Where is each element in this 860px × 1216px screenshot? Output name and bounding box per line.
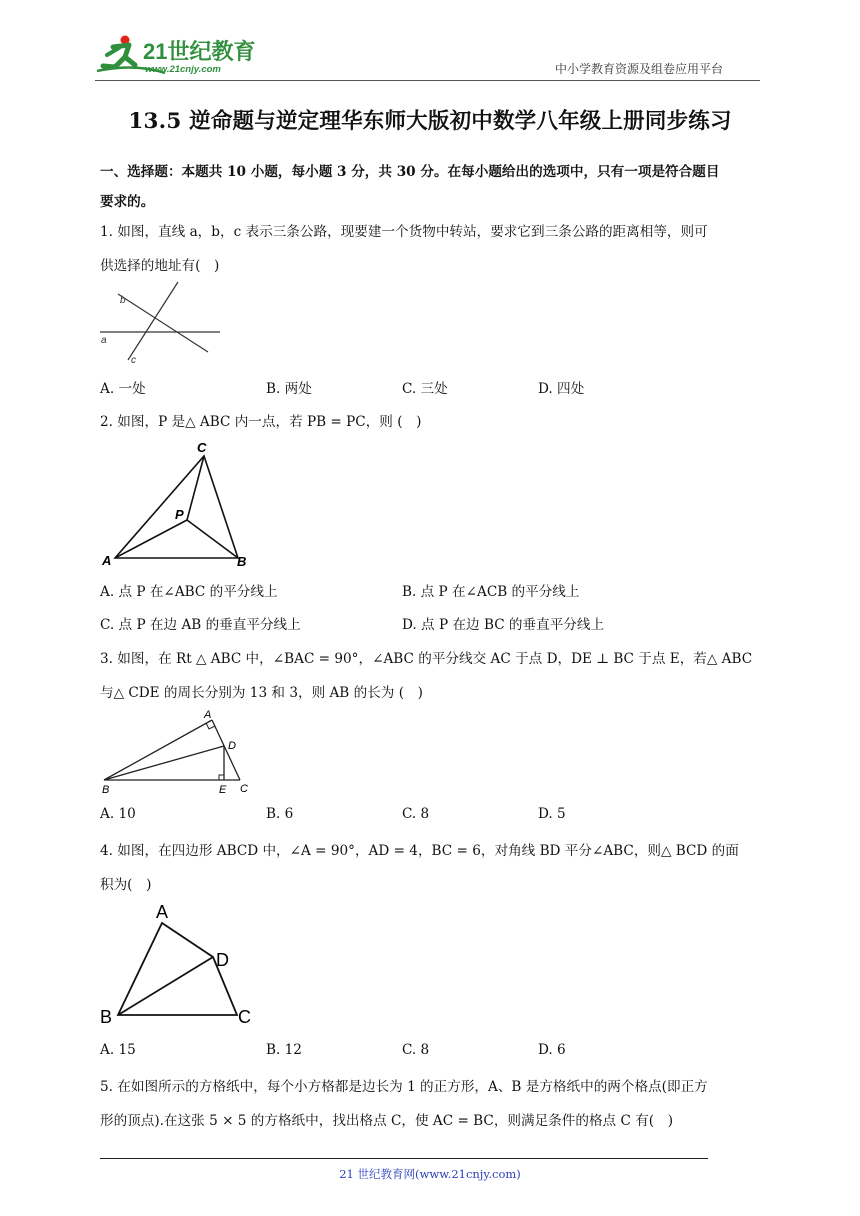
header-platform-text: 中小学教育资源及组卷应用平台 (555, 62, 724, 76)
label-B: B (102, 784, 110, 796)
q3-option-d[interactable]: D. 5 (538, 806, 566, 822)
q4-option-d[interactable]: D. 6 (538, 1042, 566, 1058)
label-C: C (197, 440, 207, 455)
q3-figure (100, 706, 260, 798)
q1-stem-line2: 供选择的地址有( ) (100, 258, 220, 274)
label-C: C (240, 783, 248, 795)
q1-option-c[interactable]: C. 三处 (402, 381, 448, 397)
label-C: C (238, 1007, 251, 1027)
q3-option-a[interactable]: A. 10 (100, 806, 136, 822)
q4-figure (98, 900, 263, 1030)
q4-stem-line2: 积为( ) (100, 877, 152, 893)
q1-stem-line1: 1. 如图，直线 a，b，c 表示三条公路，现要建一个货物中转站，要求它到三条公路的距离相等，则可 (100, 224, 708, 240)
label-E: E (219, 784, 227, 796)
label-A: A (204, 709, 212, 721)
logo-text: 21世纪教育 (143, 39, 256, 64)
q1-option-b[interactable]: B. 两处 (266, 381, 312, 397)
q3-option-b[interactable]: B. 6 (266, 806, 294, 822)
q4-stem-line1: 4. 如图，在四边形 ABCD 中，∠A = 90°，AD = 4，BC = 6，对角线 BD 平分∠ABC，则△ BCD 的面 (100, 843, 739, 859)
q2-option-c[interactable]: C. 点 P 在边 AB 的垂直平分线上 (100, 617, 301, 633)
q4-option-c[interactable]: C. 8 (402, 1042, 430, 1058)
logo-url: www.21cnjy.com (145, 64, 221, 75)
q1-option-a[interactable]: A. 一处 (100, 381, 146, 397)
label-a: a (101, 335, 107, 346)
q5-stem-line1: 5. 在如图所示的方格纸中，每个小方格都是边长为 1 的正方形，A、B 是方格纸中的两个格点(即正方 (100, 1079, 708, 1095)
label-A: A (102, 553, 112, 568)
label-B: B (237, 554, 247, 569)
label-b: b (120, 295, 126, 306)
line-c (128, 282, 178, 360)
q2-stem: 2. 如图，P 是△ ABC 内一点，若 PB = PC，则 ( ) (100, 414, 422, 430)
q2-option-a[interactable]: A. 点 P 在∠ABC 的平分线上 (100, 584, 278, 600)
q4-option-b[interactable]: B. 12 (266, 1042, 302, 1058)
label-A: A (156, 902, 169, 922)
label-c: c (131, 355, 136, 366)
section-heading-line1: 一、选择题：本题共 10 小题，每小题 3 分，共 30 分。在每小题给出的选项中，只有一项是符合题目 (100, 164, 720, 180)
header-divider (95, 80, 760, 81)
q1-figure (100, 280, 225, 366)
section-heading-line2: 要求的。 (100, 194, 155, 210)
line-b (118, 294, 208, 352)
q4-option-a[interactable]: A. 15 (100, 1042, 136, 1058)
q1-option-d[interactable]: D. 四处 (538, 381, 585, 397)
q2-figure (100, 436, 260, 571)
label-B: B (100, 1007, 113, 1027)
q3-stem-line1: 3. 如图，在 Rt △ ABC 中，∠BAC = 90°，∠ABC 的平分线交 AC 于点 D，DE ⊥ BC 于点 E，若△ ABC (100, 651, 753, 667)
label-D: D (228, 740, 236, 752)
q5-stem-line2: 形的顶点).在这张 5 × 5 的方格纸中，找出格点 C，使 AC = BC，则满足条件的格点 C 有( ) (100, 1113, 673, 1129)
footer-divider (100, 1158, 708, 1159)
page-title: 13.5 逆命题与逆定理华东师大版初中数学八年级上册同步练习 (128, 109, 732, 134)
q2-option-b[interactable]: B. 点 P 在∠ACB 的平分线上 (402, 584, 580, 600)
label-D: D (216, 950, 229, 970)
footer-site-text[interactable]: 21 世纪教育网(www.21cnjy.com) (339, 1167, 521, 1181)
q3-option-c[interactable]: C. 8 (402, 806, 430, 822)
q3-stem-line2: 与△ CDE 的周长分别为 13 和 3，则 AB 的长为 ( ) (100, 685, 423, 701)
label-P: P (175, 507, 184, 522)
site-logo (95, 33, 265, 79)
q2-option-d[interactable]: D. 点 P 在边 BC 的垂直平分线上 (402, 617, 605, 633)
